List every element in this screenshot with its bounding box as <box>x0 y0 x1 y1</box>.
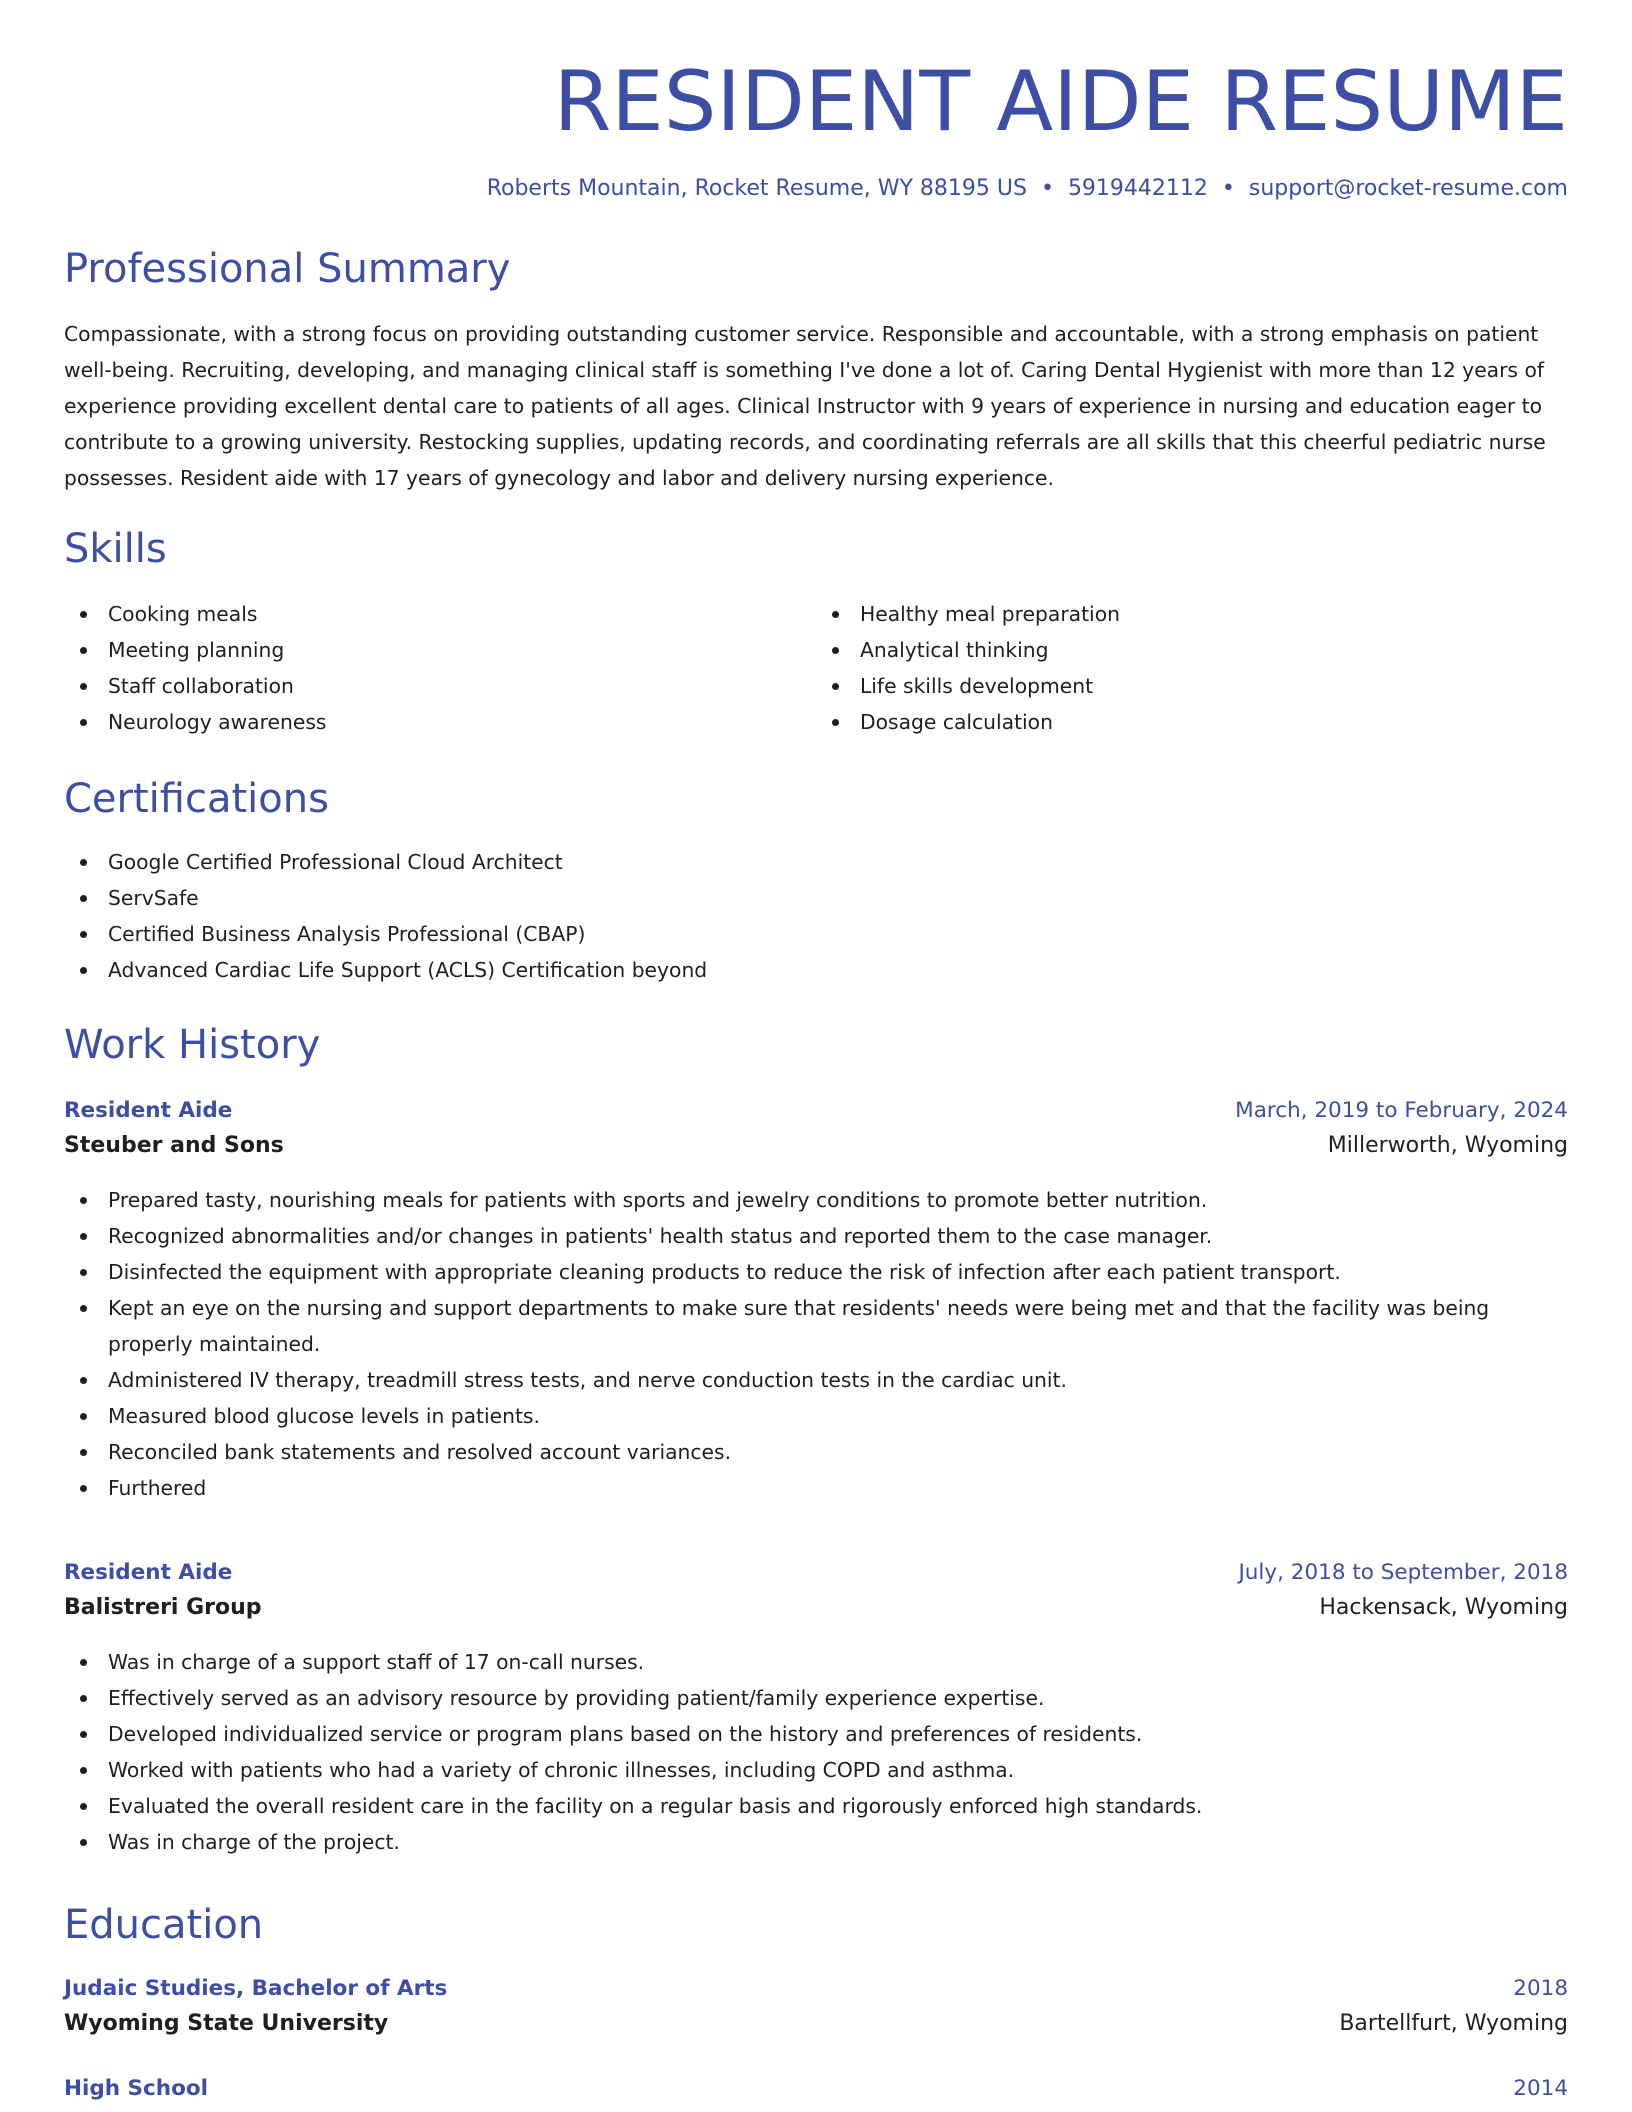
job-title: Resident Aide <box>64 1098 233 1123</box>
job-duty-item: Administered IV therapy, treadmill stress tests, and nerve conduction tests in the cardiac unit. <box>64 1362 1568 1398</box>
skill-item: Life skills development <box>816 668 1568 704</box>
resume-title: RESIDENT AIDE RESUME <box>553 53 1568 150</box>
job-duty-item: Worked with patients who had a variety of chronic illnesses, including COPD and asthma. <box>64 1752 1568 1788</box>
work-history-heading: Work History <box>64 1022 321 1068</box>
contact-phone[interactable]: 5919442112 <box>1067 176 1208 201</box>
skills-heading: Skills <box>64 526 167 572</box>
skill-item: Analytical thinking <box>816 632 1568 668</box>
job-duty-item: Reconciled bank statements and resolved account variances. <box>64 1434 1568 1470</box>
skill-item: Cooking meals <box>64 596 816 632</box>
skills-column-left <box>64 596 816 740</box>
job-title: Resident Aide <box>64 1560 233 1585</box>
education-year: 2018 <box>1513 1976 1568 2001</box>
skill-item: Meeting planning <box>64 632 816 668</box>
skills-column-right <box>816 596 1568 740</box>
job-duties-list <box>64 1644 1568 1860</box>
contact-separator: • <box>1221 176 1235 201</box>
job-entry <box>64 1094 1568 1506</box>
certifications-section <box>64 774 1568 988</box>
certification-item: Google Certified Professional Cloud Architect <box>64 844 1568 880</box>
job-company-row <box>64 1128 1568 1164</box>
summary-section <box>64 244 1568 496</box>
job-duty-item: Developed individualized service or program plans based on the history and preferences of residents. <box>64 1716 1568 1752</box>
job-location: Millerworth, Wyoming <box>1327 1133 1568 1158</box>
certification-item: ServSafe <box>64 880 1568 916</box>
summary-heading: Professional Summary <box>64 246 511 292</box>
job-company-row <box>64 1590 1568 1626</box>
skills-list-left <box>64 596 816 740</box>
summary-text: Compassionate, with a strong focus on providing outstanding customer service. Responsible and accountable, with a strong emphasis on patient well-being. Recruiting, developing, and managing clinical staff is something I've done a lot of. Caring Dental Hygienist with more than 12 years of experience providing excellent dental care to patients of all ages. Clinical Instructor with 9 years of experience in nursing and education eager to contribute to a growing university. Restocking supplies, updating records, and coordinating referrals are all skills that this cheerful pediatric nurse possesses. Resident aide with 17 years of gynecology and labor and delivery nursing experience. <box>64 322 1546 490</box>
job-title-row <box>64 1556 1568 1590</box>
contact-email[interactable]: support@rocket-resume.com <box>1248 176 1568 201</box>
education-school-row <box>64 2006 1568 2042</box>
skill-item: Staff collaboration <box>64 668 816 704</box>
job-location: Hackensack, Wyoming <box>1319 1595 1568 1620</box>
skill-item: Dosage calculation <box>816 704 1568 740</box>
education-degree: Judaic Studies, Bachelor of Arts <box>64 1976 448 2001</box>
job-duty-item: Evaluated the overall resident care in the facility on a regular basis and rigorously enforced high standards. <box>64 1788 1568 1824</box>
education-year: 2014 <box>1513 2076 1568 2101</box>
job-duty-item: Disinfected the equipment with appropriate cleaning products to reduce the risk of infection after each patient transport. <box>64 1254 1568 1290</box>
job-entry <box>64 1556 1568 1860</box>
education-degree: High School <box>64 2076 208 2101</box>
job-dates: July, 2018 to September, 2018 <box>1238 1560 1568 1585</box>
job-duty-item: Effectively served as an advisory resource by providing patient/family experience expertise. <box>64 1680 1568 1716</box>
education-section <box>64 1900 1568 2106</box>
skills-list-right <box>816 596 1568 740</box>
job-duty-item: Was in charge of the project. <box>64 1824 1568 1860</box>
skills-grid <box>64 596 1568 740</box>
job-duty-item: Prepared tasty, nourishing meals for patients with sports and jewelry conditions to promote better nutrition. <box>64 1182 1568 1218</box>
certifications-heading: Certifications <box>64 776 329 822</box>
education-degree-row <box>64 1972 1568 2006</box>
contact-line <box>64 174 1568 204</box>
job-duty-item: Measured blood glucose levels in patients. <box>64 1398 1568 1434</box>
certifications-list <box>64 844 1568 988</box>
job-company: Balistreri Group <box>64 1595 262 1620</box>
job-duty-item: Kept an eye on the nursing and support departments to make sure that residents' needs were being met and that the facility was being properly maintained. <box>64 1290 1568 1362</box>
job-company: Steuber and Sons <box>64 1133 284 1158</box>
job-duty-item: Furthered <box>64 1470 1568 1506</box>
certification-item: Certified Business Analysis Professional (CBAP) <box>64 916 1568 952</box>
education-school: Wyoming State University <box>64 2011 389 2036</box>
work-history-section <box>64 1020 1568 1860</box>
contact-separator: • <box>1040 176 1054 201</box>
job-duty-item: Recognized abnormalities and/or changes in patients' health status and reported them to the case manager. <box>64 1218 1568 1254</box>
job-title-row <box>64 1094 1568 1128</box>
job-dates: March, 2019 to February, 2024 <box>1235 1098 1568 1123</box>
education-degree-row <box>64 2072 1568 2106</box>
education-heading: Education <box>64 1902 264 1948</box>
resume-header <box>64 53 1568 204</box>
job-duties-list <box>64 1182 1568 1506</box>
skill-item: Neurology awareness <box>64 704 816 740</box>
education-location: Bartellfurt, Wyoming <box>1339 2011 1568 2036</box>
job-duty-item: Was in charge of a support staff of 17 on-call nurses. <box>64 1644 1568 1680</box>
education-entry <box>64 2072 1568 2106</box>
education-entry <box>64 1972 1568 2042</box>
certification-item: Advanced Cardiac Life Support (ACLS) Certification beyond <box>64 952 1568 988</box>
skill-item: Healthy meal preparation <box>816 596 1568 632</box>
skills-section <box>64 524 1568 740</box>
contact-address: Roberts Mountain, Rocket Resume, WY 88195 US <box>486 176 1027 201</box>
